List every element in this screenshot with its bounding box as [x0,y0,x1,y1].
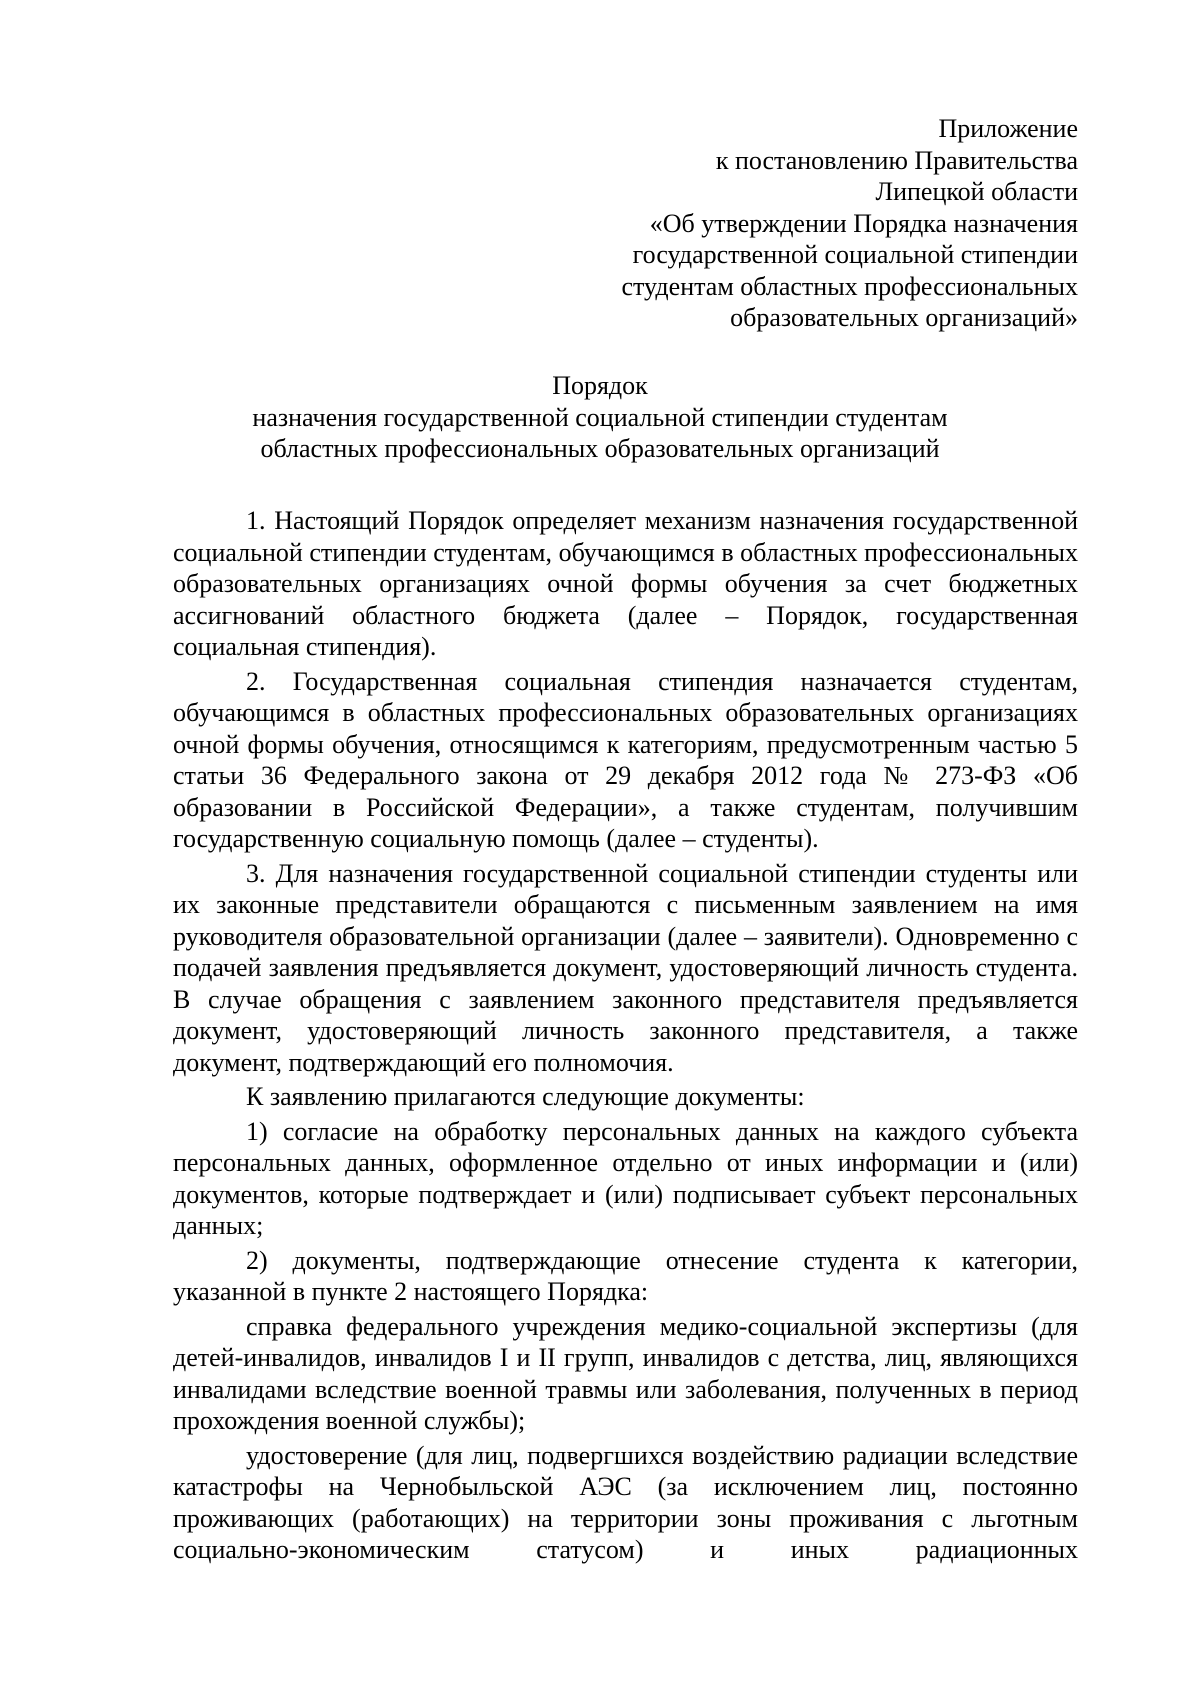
paragraph-3: 3. Для назначения государственной социальной стипендии студенты или их законные представители обращаются с письменным заявлением на имя руководителя образовательной организации (далее – заявители). Одновременно с подачей заявления предъявляется документ, удостоверяющий личность студента. В случае обращения с заявлением законного представителя предъявляется документ, удостоверяющий личность законного представителя, а также документ, подтверждающий его полномочия. [173,858,1078,1077]
appendix-header [358,113,1078,334]
title-subtitle-line: областных профессиональных образовательных организаций [260,434,940,463]
paragraph-radiation-certificate: удостоверение (для лиц, подвергшихся воздействию радиации вследствие катастрофы на Чернобыльской АЭС (за исключением лиц, постоянно проживающих (работающих) на территории зоны проживания с льготным социально-экономическим статусом) и иных радиационных [173,1440,1078,1564]
paragraph-item-1: 1) согласие на обработку персональных данных на каждого субъекта персональных данных, оформленное отдельно от иных информации и (или) документов, которые подтверждает и (или) подписывает субъект персональных данных; [173,1116,1078,1240]
paragraph-medical-certificate: справка федерального учреждения медико-социальной экспертизы (для детей-инвалидов, инвалидов I и II групп, инвалидов с детства, лиц, являющихся инвалидами вследствие военной травмы или заболевания, полученных в период прохождения военной службы); [173,1311,1078,1435]
appendix-line: Приложение [938,114,1078,143]
appendix-line: «Об утверждении Порядка назначения [649,208,1078,238]
appendix-line: Липецкой области [875,177,1078,206]
title-heading: Порядок [552,371,648,400]
appendix-line: государственной социальной стипендии [632,240,1078,269]
appendix-line: студентам областных профессиональных [621,271,1078,301]
paragraph-1: 1. Настоящий Порядок определяет механизм назначения государственной социальной стипендии студентам, обучающимся в областных профессиональных образовательных организациях очной формы обучения за счет бюджетных ассигнований областного бюджета (далее – Порядок, государственная социальная стипендия). [173,506,1078,661]
paragraph-2: 2. Государственная социальная стипендия назначается студентам, обучающимся в областных профессиональных образовательных организациях очной формы обучения, относящимся к категориям, предусмотренным частью 5 статьи 36 Федерального закона от 29 декабря 2012 года № 273-ФЗ «Об образовании в Российской Федерации», а также студентам, получившим государственную социальную помощь (далее – студенты). [173,666,1078,853]
appendix-line: образовательных организаций» [730,303,1078,332]
title-subtitle-line: назначения государственной социальной стипендии студентам [252,402,948,432]
document-body [173,505,1078,1566]
paragraph-attachments-intro: К заявлению прилагаются следующие документы: [246,1082,805,1111]
appendix-line: к постановлению Правительства [715,145,1078,175]
document-title [0,370,1200,465]
paragraph-item-2: 2) документы, подтверждающие отнесение студента к категории, указанной в пункте 2 настоящего Порядка: [173,1245,1078,1306]
